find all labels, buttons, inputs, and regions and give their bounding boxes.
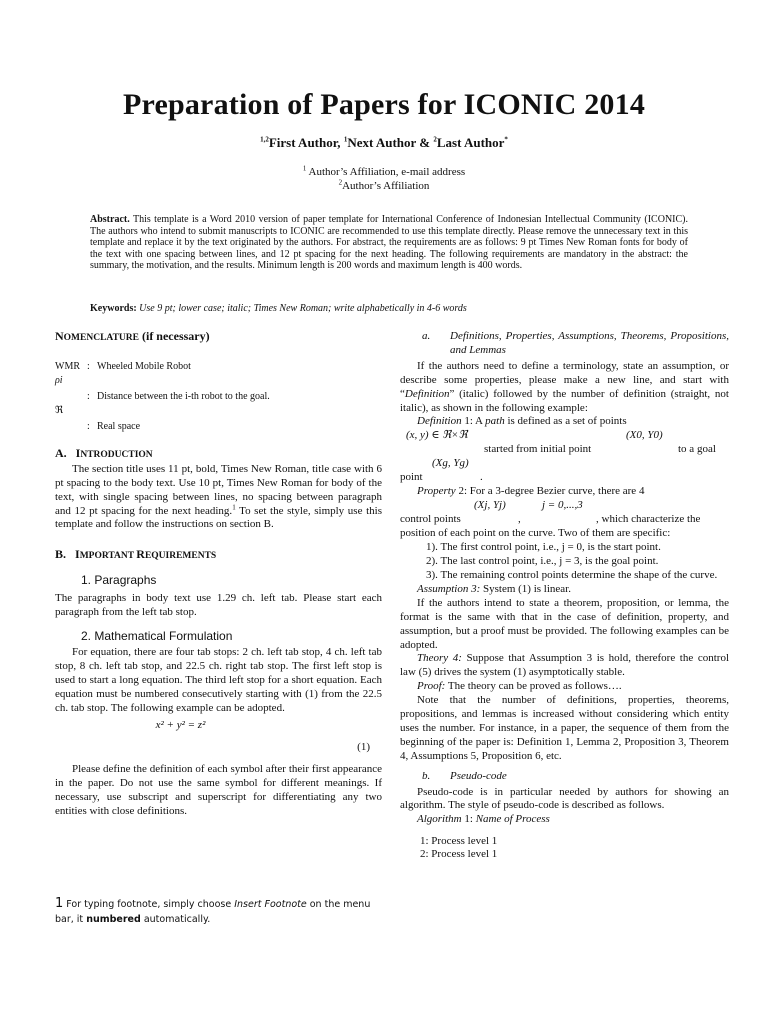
author-name: Last Author <box>436 135 505 150</box>
algorithm-line: 2: Process level 1 <box>420 848 498 861</box>
author-sup: 1 <box>343 135 348 144</box>
author-name: First Author, <box>268 135 344 150</box>
control-point-list <box>400 541 729 583</box>
affiliation-sup: 1 <box>302 164 307 173</box>
author-line <box>0 135 768 151</box>
author-name: Next Author & <box>347 135 434 150</box>
paragraphs-text: The paragraphs in body text use 1.29 ch. left tab. Please start each paragraph from the left tab stop. <box>55 592 382 619</box>
numbering-note: Note that the number of definitions, properties, theorems, propositions, and lemmas is increased without considering which entity uses the number. For instance, in a paper, the sequence of them from the beginning of the paper is: Definition 1, Lemma 2, Proposition 3, Theorem 4, Assumptions 5, Proposition 6, etc. <box>400 694 729 762</box>
assumption-3: Assumption 3: System (1) is linear. <box>417 582 571 595</box>
equation-body: x² + y² = z² <box>155 719 206 732</box>
section-b-heading: B. IMPORTANT REQUIREMENTS <box>55 547 217 562</box>
nomenclature-row: : Real space <box>87 420 141 432</box>
pseudo-code-text: Pseudo-code is in particular needed by authors for showing an algorithm. The style of pseudo-code is described as follows. <box>400 785 729 812</box>
definition-math-row-2: (Xg, Yg) <box>432 457 469 470</box>
nomenclature-row: ρi <box>55 374 63 386</box>
subsection-math: 2. Mathematical Formulation <box>81 628 233 643</box>
affiliation-text: Author’s Affiliation <box>342 180 430 192</box>
property-row-3: position of each point on the curve. Two of them are specific: <box>400 527 671 540</box>
subsection-a-heading: a. Definitions, Properties, Assumptions, Theorems, Propositions, and Lemmas <box>422 330 729 356</box>
left-column <box>55 330 382 819</box>
keywords-text: Use 9 pt; lower case; italic; Times New Roman; write alphabetically in 4-6 words <box>139 303 467 314</box>
algorithm-title: Algorithm 1: Name of Process <box>417 813 550 826</box>
list-item: 3). The remaining control points determine the shape of the curve. <box>426 568 718 581</box>
algorithm-lines <box>400 835 729 861</box>
author-sup: 2 <box>433 135 437 144</box>
algorithm-line: 1: Process level 1 <box>420 835 498 848</box>
section-a-text: The section title uses 11 pt, bold, Times New Roman, title case with 6 pt spacing to the body text. Use 10 pt, Times New Roman for body of the text, with single spacing between lines, no spacing between paragraph and 12 pt spacing for the next heading.$^1$ To set the style, simply use this template and follow the instructions on section B. <box>55 462 382 531</box>
keywords-label: Keywords: <box>90 303 137 314</box>
definition-intro: If the authors need to define a terminology, state an assumption, or describe some properties, please make a new line, and start with “Definition” (italic) followed by the number of definition (straight, not italic), as shown in the following example: <box>400 359 729 414</box>
author-sup: 1,2 <box>260 135 269 144</box>
section-a-heading: A. INTRODUCTION <box>55 445 153 460</box>
definition-row-2: started from initial point to a goal <box>484 443 716 456</box>
abstract <box>90 214 688 272</box>
nomenclature-row: ℜ <box>55 404 64 416</box>
property-row-2: control points , , which characterize the <box>400 513 701 526</box>
property-2: Property 2: For a 3-degree Bezier curve, there are 4 <box>417 485 645 498</box>
affiliation-text: Author’s Affiliation, e-mail address <box>308 166 466 178</box>
nomenclature-list <box>55 360 382 434</box>
equation-1 <box>55 719 382 755</box>
theory-4: Theory 4: Suppose that Assumption 3 is hold, therefore the control law (5) drives the system (1) asymptotically stable. <box>400 652 729 679</box>
definition-row-3: point . <box>400 471 483 484</box>
abstract-label: Abstract. <box>90 214 130 225</box>
subsection-b-heading: b. Pseudo-code <box>422 769 507 782</box>
paper-title: Preparation of Papers for ICONIC 2014 <box>122 88 646 121</box>
right-column <box>400 330 729 861</box>
list-item: 2). The last control point, i.e., j = 3, is the goal point. <box>426 555 659 568</box>
equation-number: (1) <box>357 741 370 754</box>
footnote-ref: 1 <box>232 502 236 511</box>
nomenclature-heading: NOMENCLATURE (if necessary) <box>55 329 210 343</box>
nomenclature-row: WMR : Wheeled Mobile Robot <box>55 360 191 372</box>
abstract-text: This template is a Word 2010 version of paper template for International Conference of Indonesian Intellectual Community (ICONIC). The authors who intend to submit manuscripts to ICONIC are recommended to use this template directly. Please remove the unnecessary text in this template and replace it by the text originated by the authors. For abstract, the requirements are as follows: 9 pt Times New Roman fonts for body of the text with one spacing between lines, and 12 pt spacing for the next heading. The following requirements are mandatory in the abstract: the summary, the motivation, and the results. Minimum length is 200 words and maximum length is 400 words. <box>90 214 688 272</box>
affiliation-2 <box>0 180 768 192</box>
nomenclature-row: : Distance between the i-th robot to the goal. <box>87 390 270 402</box>
list-item: 1). The first control point, i.e., j = 0, is the start point. <box>426 541 661 554</box>
keywords <box>90 303 688 314</box>
affiliation-sup: 2 <box>338 178 343 187</box>
definition-math-row: (x, y) ∈ ℜ×ℜ (X0, Y0) <box>406 429 663 442</box>
affiliation-1 <box>0 166 768 178</box>
property-math-row: (Xj, Yj) j = 0,...,3 <box>474 499 583 512</box>
definition-1: Definition 1: A path is defined as a set of points <box>417 415 627 428</box>
corresponding-mark: * <box>504 135 508 144</box>
math-text: For equation, there are four tab stops: 2 ch. left tab stop, 4 ch. left tab stop, 8 ch. left tab stop, and 22.5 ch. right tab stop. The first left stop is used to start a long equation. The third left stop for a short equation. Each equation must be numbered consecutively starting with (1) from the 22.5 ch. tab stop. The following example can be adopted. <box>55 645 382 714</box>
subsection-paragraphs: 1. Paragraphs <box>81 573 157 588</box>
footnote: 1 For typing footnote, simply choose Insert Footnote on the menu bar, it numbered automatically. <box>55 896 371 925</box>
after-equation-text: Please define the definition of each symbol after their first appearance in the paper. Do not use the same symbol for different meanings. If necessary, use subscript and superscript for differentiating any two entities with close definitions. <box>55 763 382 818</box>
theorem-intro: If the authors intend to state a theorem, proposition, or lemma, the format is the same with that in the case of definition, property, and assumption, but a proof must be provided. The following examples can be adopted. <box>400 596 729 651</box>
proof: Proof: The theory can be proved as follows…. <box>417 680 622 693</box>
